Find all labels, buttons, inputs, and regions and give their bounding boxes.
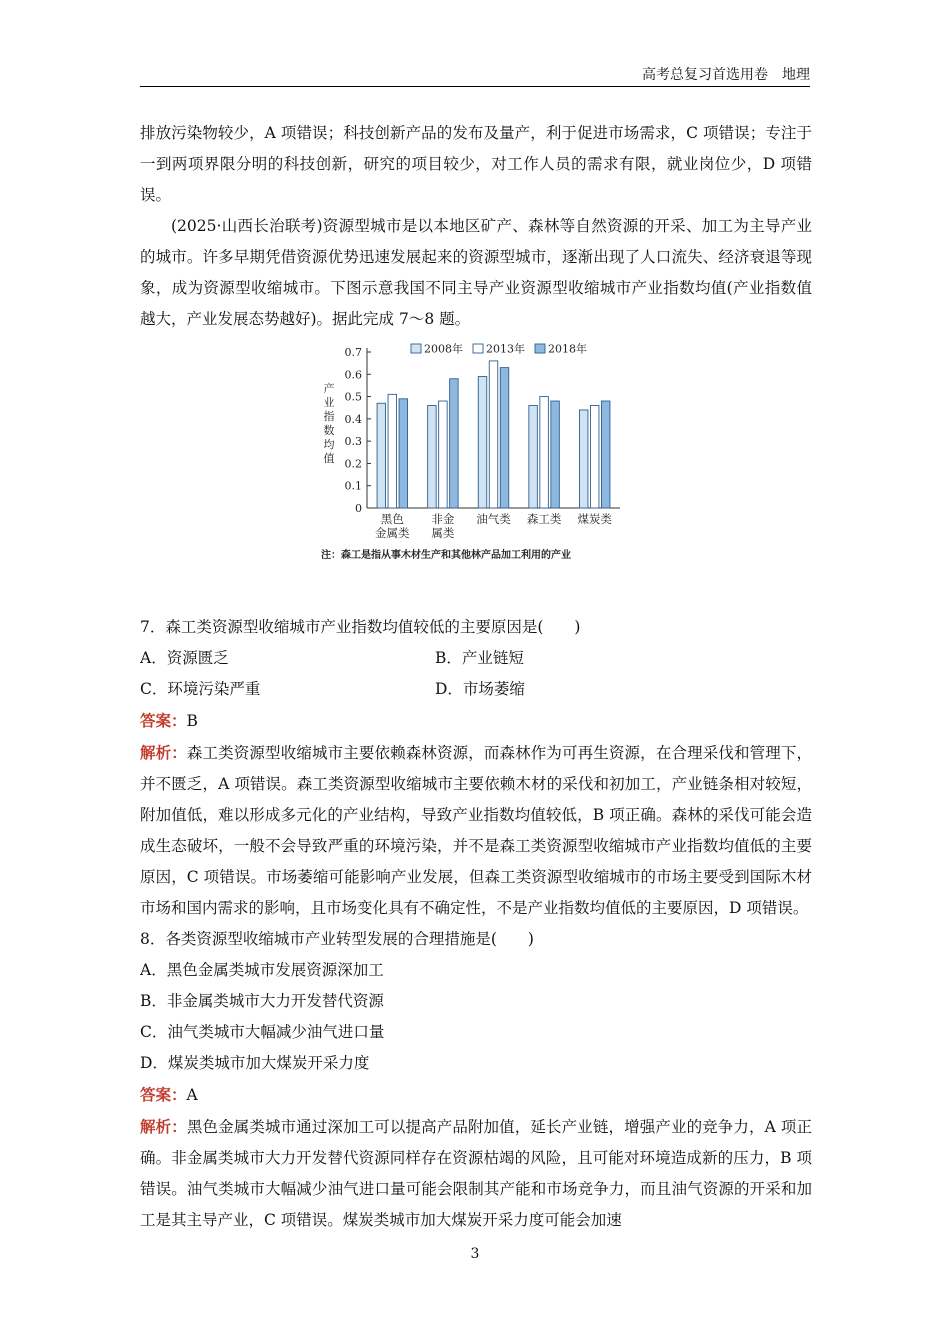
q7-answer-value: B [186, 712, 198, 730]
bar [579, 410, 588, 508]
x-tick-label: 黑色 [380, 512, 404, 526]
bar [439, 401, 448, 508]
page-number: 3 [470, 1246, 480, 1262]
y-tick-label: 0.7 [344, 346, 362, 359]
bar [377, 403, 386, 508]
q7-analysis-label: 解析： [140, 743, 187, 762]
q8-answer-label: 答案： [140, 1085, 187, 1104]
legend-label: 2018年 [548, 342, 587, 356]
q7-option-a: A．资源匮乏 [140, 649, 229, 667]
bar [540, 397, 549, 508]
q8-analysis-label: 解析： [140, 1117, 187, 1136]
q8-stem: 8．各类资源型收缩城市产业转型发展的合理措施是( ) [140, 930, 534, 948]
y-axis-label-char: 业 [323, 396, 335, 409]
x-tick-label: 属类 [431, 526, 455, 540]
q8-answer [140, 1079, 812, 1111]
q7-stem: 7．森工类资源型收缩城市产业指数均值较低的主要原因是( ) [140, 618, 581, 636]
y-axis-label-char: 数 [323, 424, 335, 437]
q7-options-row-2 [140, 674, 812, 705]
x-tick-label: 金属类 [375, 526, 410, 540]
y-tick-label: 0.6 [344, 368, 362, 382]
q7-analysis-text: 森工类资源型收缩城市主要依赖森林资源，而森林作为可再生资源，在合理采伐和管理下，并不匮乏，A 项错误。森工类资源型收缩城市主要依赖木材的采伐和初加工，产业链条相对较短，附加值低，难以形成多元化的产业结构，导致产业指数均值较低，B 项正确。森林的采伐可能会造成生态破坏，一般不会导致严重的环境污染，并不是森工类资源型收缩城市产业指数均值低的主要原因，C 项错误。市场萎缩可能影响产业发展，但森工类资源型收缩城市的市场主要受到国际木材市场和国内需求的影响，且市场变化具有不确定性，不是产业指数均值低的主要原因，D 项错误。 [140, 744, 812, 917]
x-tick-label: 煤炭类 [577, 512, 612, 526]
y-axis-label-char: 均 [323, 438, 335, 451]
stem-paragraph: (2025·山西长治联考)资源型城市是以本地区矿产、森林等自然资源的开采、加工为主导产业的城市。许多早期凭借资源优势迅速发展起来的资源型城市，逐渐出现了人口流失、经济衰退等现象，成为资源型收缩城市。下图示意我国不同主导产业资源型收缩城市产业指数均值(产业指数值越大，产业发展态势越好)。据此完成 7～8 题。 [140, 217, 812, 328]
y-tick-label: 0.4 [344, 412, 362, 426]
legend-swatch [535, 344, 545, 353]
y-axis-label-char: 值 [323, 452, 335, 465]
chart-note: 注：森工是指从事木材生产和其他林产品加工利用的产业 [321, 550, 571, 561]
x-tick-label: 油气类 [476, 512, 511, 526]
chart-svg [315, 336, 655, 568]
bar [450, 379, 459, 508]
legend-label: 2013年 [486, 342, 525, 356]
q8-option-a: A．黑色金属类城市发展资源深加工 [140, 961, 384, 979]
bar [399, 399, 408, 508]
bar [529, 405, 538, 508]
bar [489, 361, 498, 508]
q8-option-d: D．煤炭类城市加大煤炭开采力度 [140, 1054, 370, 1072]
y-tick-label: 0.1 [344, 479, 362, 493]
y-axis-label-char: 指 [323, 410, 335, 423]
x-tick-label: 森工类 [526, 512, 562, 526]
q7-option-d: D．市场萎缩 [435, 680, 525, 698]
q7-answer-label: 答案： [140, 711, 187, 730]
q8-answer-value: A [186, 1086, 198, 1104]
y-tick-label: 0.2 [344, 457, 362, 471]
bar [500, 368, 509, 508]
q7-answer [140, 705, 812, 737]
bar-chart [315, 336, 655, 568]
page-body [140, 118, 812, 1236]
intro-paragraph: 排放污染物较少，A 项错误；科技创新产品的发布及量产，利于促进市场需求，C 项错误；专注于一到两项界限分明的科技创新，研究的项目较少，对工作人员的需求有限，就业岗位少，D 项错误。 [140, 124, 812, 204]
bar [551, 401, 560, 508]
y-axis-label-char: 产 [323, 382, 335, 395]
q7-options-row-1 [140, 643, 812, 674]
q7-analysis [140, 737, 812, 924]
q7-option-c: C．环境污染严重 [140, 680, 261, 698]
y-tick-label: 0 [355, 502, 362, 515]
bar [590, 405, 599, 508]
y-tick-label: 0.3 [344, 435, 362, 449]
page-header: 高考总复习首选用卷 地理 [140, 66, 810, 87]
q8-analysis-text: 黑色金属类城市通过深加工可以提高产品附加值，延长产业链，增强产业的竞争力，A 项正确。非金属类城市大力开发替代资源同样存在资源枯竭的风险，且可能对环境造成新的压力，B 项错误。油气类城市大幅减少油气进口量可能会限制其产能和市场竞争力，而且油气资源的开采和加工是其主导产业，C 项错误。煤炭类城市加大煤炭开采力度可能会加速 [140, 1118, 812, 1229]
bar [478, 377, 487, 508]
bar [388, 394, 397, 508]
q8-option-c: C．油气类城市大幅减少油气进口量 [140, 1023, 385, 1041]
legend-swatch [473, 344, 483, 353]
bar [428, 405, 437, 508]
legend-label: 2008年 [424, 342, 463, 356]
q8-analysis [140, 1111, 812, 1236]
y-tick-label: 0.5 [344, 390, 362, 404]
legend-swatch [411, 344, 421, 353]
bar [601, 401, 610, 508]
q8-option-b: B．非金属类城市大力开发替代资源 [140, 992, 384, 1010]
x-tick-label: 非金 [431, 512, 455, 526]
q7-option-b: B．产业链短 [435, 649, 524, 667]
